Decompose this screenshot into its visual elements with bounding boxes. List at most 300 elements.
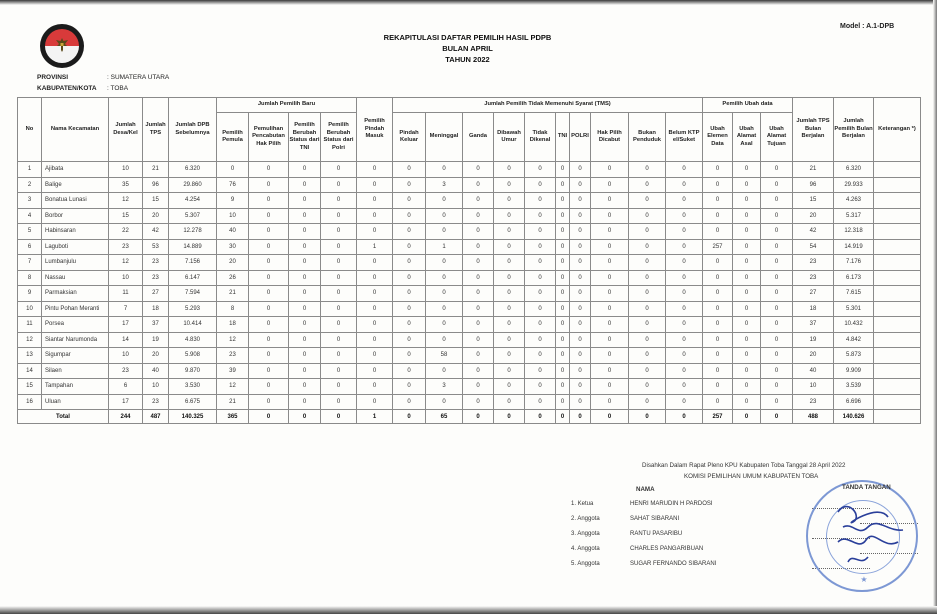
cell-ubah-asal: 0 [733, 162, 761, 178]
cell-pindah-masuk: 0 [357, 348, 393, 364]
cell-dpb: 10.414 [169, 317, 217, 333]
cell-nama-kecamatan: Balige [42, 177, 109, 193]
kpu-logo-icon [40, 24, 84, 68]
cell-pemilih-berjalan: 9.909 [834, 363, 874, 379]
cell-ganda: 0 [463, 270, 494, 286]
total-meninggal: 65 [426, 410, 463, 424]
cell-nama-kecamatan: Bonatua Lunasi [42, 193, 109, 209]
cell-hak-pilih-dicabut: 0 [591, 270, 629, 286]
total-pindah-masuk: 1 [357, 410, 393, 424]
cell-keterangan [874, 379, 921, 395]
cell-pemilih-berjalan: 5.301 [834, 301, 874, 317]
commission-name: KOMISI PEMILIHAN UMUM KABUPATEN TOBA [684, 473, 819, 480]
cell-desa: 35 [109, 177, 143, 193]
cell-tps: 53 [143, 239, 169, 255]
cell-pemula: 12 [217, 332, 249, 348]
cell-pemulihan: 0 [249, 317, 289, 333]
col-berubah-polri: Pemilih Berubah Status dari Polri [321, 113, 357, 162]
cell-polri: 0 [570, 317, 591, 333]
table-row [18, 162, 921, 178]
cell-hak-pilih-dicabut: 0 [591, 317, 629, 333]
cell-dibawah-umur: 0 [494, 286, 525, 302]
scan-bottom-edge [0, 606, 937, 614]
cell-no: 3 [18, 193, 42, 209]
cell-belum-ktp: 0 [666, 363, 703, 379]
cell-pindah-keluar: 0 [393, 255, 426, 271]
cell-dibawah-umur: 0 [494, 193, 525, 209]
provinsi-label: PROVINSI [37, 74, 69, 81]
cell-pemula: 40 [217, 224, 249, 240]
col-keterangan: Keterangan *) [874, 98, 921, 162]
col-hak-pilih-dicabut: Hak Pilih Dicabut [591, 113, 629, 162]
cell-dibawah-umur: 0 [494, 363, 525, 379]
cell-dpb: 4.830 [169, 332, 217, 348]
cell-pemulihan: 0 [249, 177, 289, 193]
signatory-name: CHARLES PANGARIBUAN [630, 546, 704, 552]
cell-ubah-tujuan: 0 [761, 162, 793, 178]
cell-tni-baru: 0 [289, 162, 321, 178]
cell-no: 8 [18, 270, 42, 286]
cell-ubah-tujuan: 0 [761, 348, 793, 364]
table-row [18, 332, 921, 348]
kabupaten-value: : TOBA [107, 85, 129, 92]
kabupaten-label: KABUPATEN/KOTA [37, 85, 97, 92]
cell-dpb: 29.860 [169, 177, 217, 193]
cell-bukan-penduduk: 0 [629, 162, 666, 178]
cell-meninggal: 1 [426, 239, 463, 255]
table-row [18, 255, 921, 271]
cell-pindah-keluar: 0 [393, 162, 426, 178]
cell-dibawah-umur: 0 [494, 208, 525, 224]
cell-keterangan [874, 348, 921, 364]
cell-pemulihan: 0 [249, 348, 289, 364]
cell-pemulihan: 0 [249, 332, 289, 348]
col-tps-berjalan: Jumlah TPS Bulan Berjalan [793, 98, 834, 162]
cell-ubah-asal: 0 [733, 177, 761, 193]
cell-tps-berjalan: 23 [793, 394, 834, 410]
cell-polri-baru: 0 [321, 286, 357, 302]
cell-keterangan [874, 208, 921, 224]
col-belum-ktp: Belum KTP el/Suket [666, 113, 703, 162]
cell-ubah-asal: 0 [733, 224, 761, 240]
cell-ubah-elemen: 0 [703, 270, 733, 286]
cell-pemula: 10 [217, 208, 249, 224]
cell-tidak-dikenal: 0 [525, 255, 556, 271]
cell-hak-pilih-dicabut: 0 [591, 394, 629, 410]
cell-ganda: 0 [463, 239, 494, 255]
cell-desa: 11 [109, 286, 143, 302]
cell-pemulihan: 0 [249, 239, 289, 255]
cell-ganda: 0 [463, 177, 494, 193]
cell-belum-ktp: 0 [666, 317, 703, 333]
cell-bukan-penduduk: 0 [629, 270, 666, 286]
col-tni: TNI [556, 113, 570, 162]
cell-desa: 10 [109, 348, 143, 364]
cell-tni-baru: 0 [289, 224, 321, 240]
col-pemilih-berjalan: Jumlah Pemilih Bulan Berjalan [834, 98, 874, 162]
kpu-official-stamp-icon [806, 480, 918, 592]
cell-tni-baru: 0 [289, 394, 321, 410]
cell-tps-berjalan: 54 [793, 239, 834, 255]
total-ubah-asal: 0 [733, 410, 761, 424]
signatory-name: HENRI MARUDIN H PARDOSI [630, 501, 713, 507]
cell-polri-baru: 0 [321, 348, 357, 364]
cell-pemulihan: 0 [249, 255, 289, 271]
cell-hak-pilih-dicabut: 0 [591, 301, 629, 317]
cell-meninggal: 0 [426, 363, 463, 379]
cell-ganda: 0 [463, 224, 494, 240]
cell-polri: 0 [570, 193, 591, 209]
cell-tni: 0 [556, 394, 570, 410]
cell-meninggal: 0 [426, 317, 463, 333]
cell-pemilih-berjalan: 4.842 [834, 332, 874, 348]
cell-ubah-elemen: 0 [703, 379, 733, 395]
cell-ubah-asal: 0 [733, 348, 761, 364]
table-row [18, 317, 921, 333]
cell-belum-ktp: 0 [666, 379, 703, 395]
cell-no: 9 [18, 286, 42, 302]
cell-desa: 14 [109, 332, 143, 348]
cell-pemilih-berjalan: 6.320 [834, 162, 874, 178]
cell-dibawah-umur: 0 [494, 348, 525, 364]
provinsi-value: : SUMATERA UTARA [107, 74, 170, 81]
cell-pemulihan: 0 [249, 193, 289, 209]
cell-pindah-keluar: 0 [393, 239, 426, 255]
cell-meninggal: 0 [426, 301, 463, 317]
cell-tps: 23 [143, 394, 169, 410]
cell-ganda: 0 [463, 363, 494, 379]
cell-tps-berjalan: 27 [793, 286, 834, 302]
cell-tni: 0 [556, 162, 570, 178]
cell-pindah-masuk: 0 [357, 255, 393, 271]
cell-dpb: 7.594 [169, 286, 217, 302]
cell-pemula: 0 [217, 162, 249, 178]
cell-keterangan [874, 394, 921, 410]
cell-bukan-penduduk: 0 [629, 239, 666, 255]
cell-pindah-masuk: 0 [357, 177, 393, 193]
cell-hak-pilih-dicabut: 0 [591, 363, 629, 379]
cell-keterangan [874, 270, 921, 286]
col-dibawah-umur: Dibawah Umur [494, 113, 525, 162]
total-hak-pilih-dicabut: 0 [591, 410, 629, 424]
cell-meninggal: 0 [426, 162, 463, 178]
cell-no: 4 [18, 208, 42, 224]
cell-polri-baru: 0 [321, 363, 357, 379]
group-tms: Jumlah Pemilih Tidak Memenuhi Syarat (TMS) [393, 98, 703, 113]
cell-tidak-dikenal: 0 [525, 208, 556, 224]
cell-dpb: 6.675 [169, 394, 217, 410]
cell-desa: 7 [109, 301, 143, 317]
cell-no: 14 [18, 363, 42, 379]
cell-nama-kecamatan: Pintu Pohan Meranti [42, 301, 109, 317]
cell-desa: 10 [109, 270, 143, 286]
cell-meninggal: 0 [426, 394, 463, 410]
cell-tps-berjalan: 42 [793, 224, 834, 240]
cell-ganda: 0 [463, 301, 494, 317]
cell-pemula: 18 [217, 317, 249, 333]
table-row [18, 193, 921, 209]
cell-no: 5 [18, 224, 42, 240]
cell-ubah-tujuan: 0 [761, 394, 793, 410]
cell-pemilih-berjalan: 4.263 [834, 193, 874, 209]
cell-belum-ktp: 0 [666, 348, 703, 364]
cell-dpb: 5.307 [169, 208, 217, 224]
cell-tni-baru: 0 [289, 379, 321, 395]
table-row [18, 239, 921, 255]
cell-no: 12 [18, 332, 42, 348]
col-ganda: Ganda [463, 113, 494, 162]
cell-pindah-masuk: 0 [357, 363, 393, 379]
cell-keterangan [874, 162, 921, 178]
total-desa: 244 [109, 410, 143, 424]
cell-tni: 0 [556, 208, 570, 224]
col-ubah-alamat-asal: Ubah Alamat Asal [733, 113, 761, 162]
cell-tni: 0 [556, 317, 570, 333]
cell-tidak-dikenal: 0 [525, 286, 556, 302]
cell-tidak-dikenal: 0 [525, 162, 556, 178]
cell-belum-ktp: 0 [666, 193, 703, 209]
table-row [18, 394, 921, 410]
cell-ubah-elemen: 0 [703, 394, 733, 410]
cell-pemulihan: 0 [249, 270, 289, 286]
cell-dibawah-umur: 0 [494, 301, 525, 317]
cell-tps-berjalan: 40 [793, 363, 834, 379]
cell-tidak-dikenal: 0 [525, 301, 556, 317]
cell-tni-baru: 0 [289, 193, 321, 209]
cell-ubah-asal: 0 [733, 394, 761, 410]
cell-pindah-keluar: 0 [393, 301, 426, 317]
cell-pemilih-berjalan: 14.919 [834, 239, 874, 255]
table-row [18, 224, 921, 240]
cell-ubah-asal: 0 [733, 255, 761, 271]
cell-dibawah-umur: 0 [494, 270, 525, 286]
cell-tps: 15 [143, 193, 169, 209]
total-tidak-dikenal: 0 [525, 410, 556, 424]
cell-dibawah-umur: 0 [494, 239, 525, 255]
title-line-1: REKAPITULASI DAFTAR PEMILIH HASIL PDPB [383, 33, 552, 42]
total-pemula: 365 [217, 410, 249, 424]
cell-pindah-keluar: 0 [393, 317, 426, 333]
cell-nama-kecamatan: Lumbanjulu [42, 255, 109, 271]
total-ubah-tujuan: 0 [761, 410, 793, 424]
cell-pindah-masuk: 0 [357, 270, 393, 286]
cell-pemula: 8 [217, 301, 249, 317]
cell-tni: 0 [556, 332, 570, 348]
cell-tni-baru: 0 [289, 363, 321, 379]
total-tps: 487 [143, 410, 169, 424]
cell-pindah-keluar: 0 [393, 224, 426, 240]
svg-text:★: ★ [860, 575, 868, 584]
cell-pemulihan: 0 [249, 363, 289, 379]
cell-ubah-elemen: 0 [703, 332, 733, 348]
cell-ubah-elemen: 0 [703, 317, 733, 333]
cell-tidak-dikenal: 0 [525, 239, 556, 255]
cell-pindah-keluar: 0 [393, 270, 426, 286]
cell-pindah-masuk: 1 [357, 239, 393, 255]
cell-pemilih-berjalan: 29.933 [834, 177, 874, 193]
cell-no: 10 [18, 301, 42, 317]
cell-ubah-elemen: 0 [703, 162, 733, 178]
cell-pindah-masuk: 0 [357, 208, 393, 224]
cell-no: 2 [18, 177, 42, 193]
total-belum-ktp: 0 [666, 410, 703, 424]
cell-ubah-elemen: 0 [703, 348, 733, 364]
cell-pindah-keluar: 0 [393, 208, 426, 224]
cell-no: 1 [18, 162, 42, 178]
cell-tni: 0 [556, 379, 570, 395]
cell-keterangan [874, 286, 921, 302]
cell-tps: 21 [143, 162, 169, 178]
cell-polri-baru: 0 [321, 177, 357, 193]
cell-pemilih-berjalan: 3.539 [834, 379, 874, 395]
total-dpb: 140.325 [169, 410, 217, 424]
cell-ganda: 0 [463, 162, 494, 178]
cell-no: 16 [18, 394, 42, 410]
cell-pemula: 21 [217, 286, 249, 302]
cell-tni-baru: 0 [289, 208, 321, 224]
cell-dibawah-umur: 0 [494, 332, 525, 348]
cell-hak-pilih-dicabut: 0 [591, 208, 629, 224]
cell-pemulihan: 0 [249, 162, 289, 178]
scan-top-edge [0, 0, 937, 5]
cell-tidak-dikenal: 0 [525, 193, 556, 209]
cell-tni-baru: 0 [289, 332, 321, 348]
cell-tidak-dikenal: 0 [525, 394, 556, 410]
cell-hak-pilih-dicabut: 0 [591, 177, 629, 193]
cell-no: 11 [18, 317, 42, 333]
cell-tidak-dikenal: 0 [525, 224, 556, 240]
cell-tps: 42 [143, 224, 169, 240]
cell-pindah-keluar: 0 [393, 177, 426, 193]
cell-belum-ktp: 0 [666, 239, 703, 255]
cell-polri: 0 [570, 348, 591, 364]
cell-ubah-asal: 0 [733, 270, 761, 286]
total-ubah-elemen: 257 [703, 410, 733, 424]
cell-hak-pilih-dicabut: 0 [591, 286, 629, 302]
total-bukan-penduduk: 0 [629, 410, 666, 424]
cell-bukan-penduduk: 0 [629, 208, 666, 224]
cell-tps: 37 [143, 317, 169, 333]
approval-statement: Disahkan Dalam Rapat Pleno KPU Kabupaten Toba Tanggal 28 April 2022 [642, 462, 846, 469]
cell-tni: 0 [556, 193, 570, 209]
cell-pemilih-berjalan: 7.615 [834, 286, 874, 302]
cell-polri: 0 [570, 208, 591, 224]
cell-no: 13 [18, 348, 42, 364]
cell-dpb: 7.156 [169, 255, 217, 271]
cell-ubah-elemen: 257 [703, 239, 733, 255]
cell-pindah-masuk: 0 [357, 379, 393, 395]
cell-tni-baru: 0 [289, 270, 321, 286]
cell-polri: 0 [570, 255, 591, 271]
cell-polri: 0 [570, 162, 591, 178]
cell-tidak-dikenal: 0 [525, 177, 556, 193]
cell-ubah-elemen: 0 [703, 255, 733, 271]
col-pindah-masuk: Pemilih Pindah Masuk [357, 98, 393, 162]
cell-tps: 10 [143, 379, 169, 395]
cell-keterangan [874, 193, 921, 209]
cell-tps-berjalan: 21 [793, 162, 834, 178]
cell-tni-baru: 0 [289, 255, 321, 271]
cell-pindah-keluar: 0 [393, 348, 426, 364]
cell-pindah-keluar: 0 [393, 332, 426, 348]
cell-ubah-tujuan: 0 [761, 177, 793, 193]
cell-pemula: 9 [217, 193, 249, 209]
cell-tidak-dikenal: 0 [525, 348, 556, 364]
cell-bukan-penduduk: 0 [629, 224, 666, 240]
cell-pemulihan: 0 [249, 286, 289, 302]
cell-tps-berjalan: 19 [793, 332, 834, 348]
cell-bukan-penduduk: 0 [629, 193, 666, 209]
cell-meninggal: 0 [426, 270, 463, 286]
cell-ganda: 0 [463, 208, 494, 224]
cell-dibawah-umur: 0 [494, 394, 525, 410]
cell-dpb: 12.278 [169, 224, 217, 240]
cell-polri: 0 [570, 332, 591, 348]
cell-tps-berjalan: 96 [793, 177, 834, 193]
cell-dpb: 6.320 [169, 162, 217, 178]
cell-pindah-keluar: 0 [393, 286, 426, 302]
cell-ubah-asal: 0 [733, 286, 761, 302]
cell-nama-kecamatan: Siantar Narumonda [42, 332, 109, 348]
total-keterangan [874, 410, 921, 424]
cell-bukan-penduduk: 0 [629, 255, 666, 271]
cell-tni: 0 [556, 177, 570, 193]
cell-nama-kecamatan: Parmaksian [42, 286, 109, 302]
cell-tni: 0 [556, 363, 570, 379]
cell-tidak-dikenal: 0 [525, 270, 556, 286]
signatory-role: 1. Ketua [571, 501, 594, 507]
cell-tidak-dikenal: 0 [525, 317, 556, 333]
cell-ubah-tujuan: 0 [761, 363, 793, 379]
cell-pemulihan: 0 [249, 394, 289, 410]
total-polri-baru: 0 [321, 410, 357, 424]
cell-polri-baru: 0 [321, 239, 357, 255]
cell-dpb: 9.870 [169, 363, 217, 379]
col-bukan-penduduk: Bukan Penduduk [629, 113, 666, 162]
cell-pemula: 20 [217, 255, 249, 271]
cell-tni: 0 [556, 270, 570, 286]
cell-meninggal: 58 [426, 348, 463, 364]
cell-keterangan [874, 363, 921, 379]
cell-polri: 0 [570, 270, 591, 286]
cell-meninggal: 0 [426, 224, 463, 240]
total-pemilih-berjalan: 140.626 [834, 410, 874, 424]
table-row [18, 348, 921, 364]
cell-pemilih-berjalan: 7.176 [834, 255, 874, 271]
signatory-name: SAHAT SIBARANI [630, 516, 680, 522]
cell-ganda: 0 [463, 317, 494, 333]
col-polri: POLRI [570, 113, 591, 162]
cell-meninggal: 3 [426, 379, 463, 395]
cell-ganda: 0 [463, 348, 494, 364]
cell-dpb: 5.908 [169, 348, 217, 364]
cell-belum-ktp: 0 [666, 270, 703, 286]
cell-pemulihan: 0 [249, 224, 289, 240]
cell-tps: 27 [143, 286, 169, 302]
cell-pemilih-berjalan: 5.873 [834, 348, 874, 364]
col-pindah-keluar: Pindah Keluar [393, 113, 426, 162]
garuda-emblem-icon [54, 37, 70, 53]
cell-polri-baru: 0 [321, 270, 357, 286]
cell-keterangan [874, 317, 921, 333]
cell-pindah-keluar: 0 [393, 394, 426, 410]
cell-polri: 0 [570, 177, 591, 193]
col-jumlah-dpb: Jumlah DPB Sebelumnya [169, 98, 217, 162]
cell-pemula: 23 [217, 348, 249, 364]
cell-meninggal: 0 [426, 208, 463, 224]
cell-ganda: 0 [463, 394, 494, 410]
cell-dibawah-umur: 0 [494, 379, 525, 395]
